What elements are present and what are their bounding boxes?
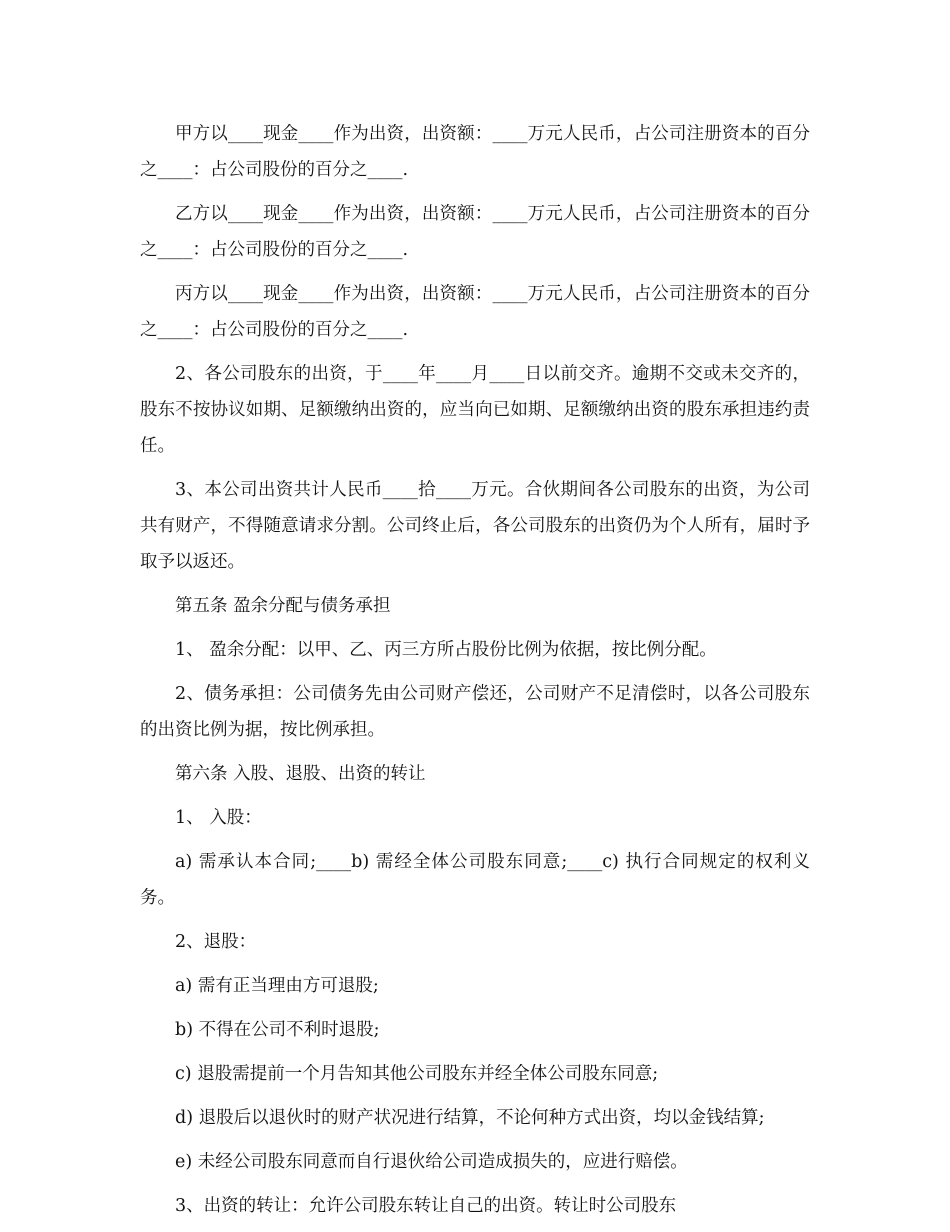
paragraph-party-a-contribution: 甲方以____现金____作为出资，出资额：____万元人民币，占公司注册资本的百分之____：占公司股份的百分之____. <box>140 124 810 180</box>
paragraph-joining-conditions: a) 需承认本合同;____b) 需经全体公司股东同意;____c) 执行合同规定的权利义务。 <box>140 852 810 908</box>
subheading-withdrawal: 2、退股： <box>175 932 257 952</box>
list-item-withdrawal-b: b) 不得在公司不利时退股; <box>175 1020 380 1040</box>
paragraph-party-b-contribution: 乙方以____现金____作为出资，出资额：____万元人民币，占公司注册资本的百分之____：占公司股份的百分之____. <box>140 204 810 260</box>
document-body <box>140 116 810 1232</box>
list-item-withdrawal-a: a) 需有正当理由方可退股; <box>175 976 379 996</box>
list-item-withdrawal-c: c) 退股需提前一个月告知其他公司股东并经全体公司股东同意; <box>175 1064 659 1084</box>
subheading-joining: 1、 入股： <box>175 808 262 828</box>
paragraph-contribution-transfer: 3、出资的转让：允许公司股东转让自己的出资。转让时公司股东 <box>175 1196 677 1216</box>
heading-article-five: 第五条 盈余分配与债务承担 <box>175 596 391 616</box>
paragraph-contribution-deadline: 2、各公司股东的出资，于____年____月____日以前交齐。逾期不交或未交齐的，股东不按协议如期、足额缴纳出资的，应当向已如期、足额缴纳出资的股东承担违约责任。 <box>140 364 810 456</box>
paragraph-profit-distribution: 1、 盈余分配：以甲、乙、丙三方所占股份比例为依据，按比例分配。 <box>175 640 717 660</box>
paragraph-party-c-contribution: 丙方以____现金____作为出资，出资额：____万元人民币，占公司注册资本的百分之____：占公司股份的百分之____. <box>140 284 810 340</box>
list-item-withdrawal-e: e) 未经公司股东同意而自行退伙给公司造成损失的，应进行赔偿。 <box>175 1152 688 1172</box>
paragraph-debt-bearing: 2、债务承担：公司债务先由公司财产偿还，公司财产不足清偿时，以各公司股东的出资比例为据，按比例承担。 <box>140 684 810 740</box>
list-item-withdrawal-d: d) 退股后以退伙时的财产状况进行结算，不论何种方式出资，均以金钱结算; <box>175 1108 765 1128</box>
paragraph-total-contribution: 3、本公司出资共计人民币____拾____万元。合伙期间各公司股东的出资，为公司共有财产，不得随意请求分割。公司终止后，各公司股东的出资仍为个人所有，届时予取予以返还。 <box>140 480 810 572</box>
heading-article-six: 第六条 入股、退股、出资的转让 <box>175 764 426 784</box>
